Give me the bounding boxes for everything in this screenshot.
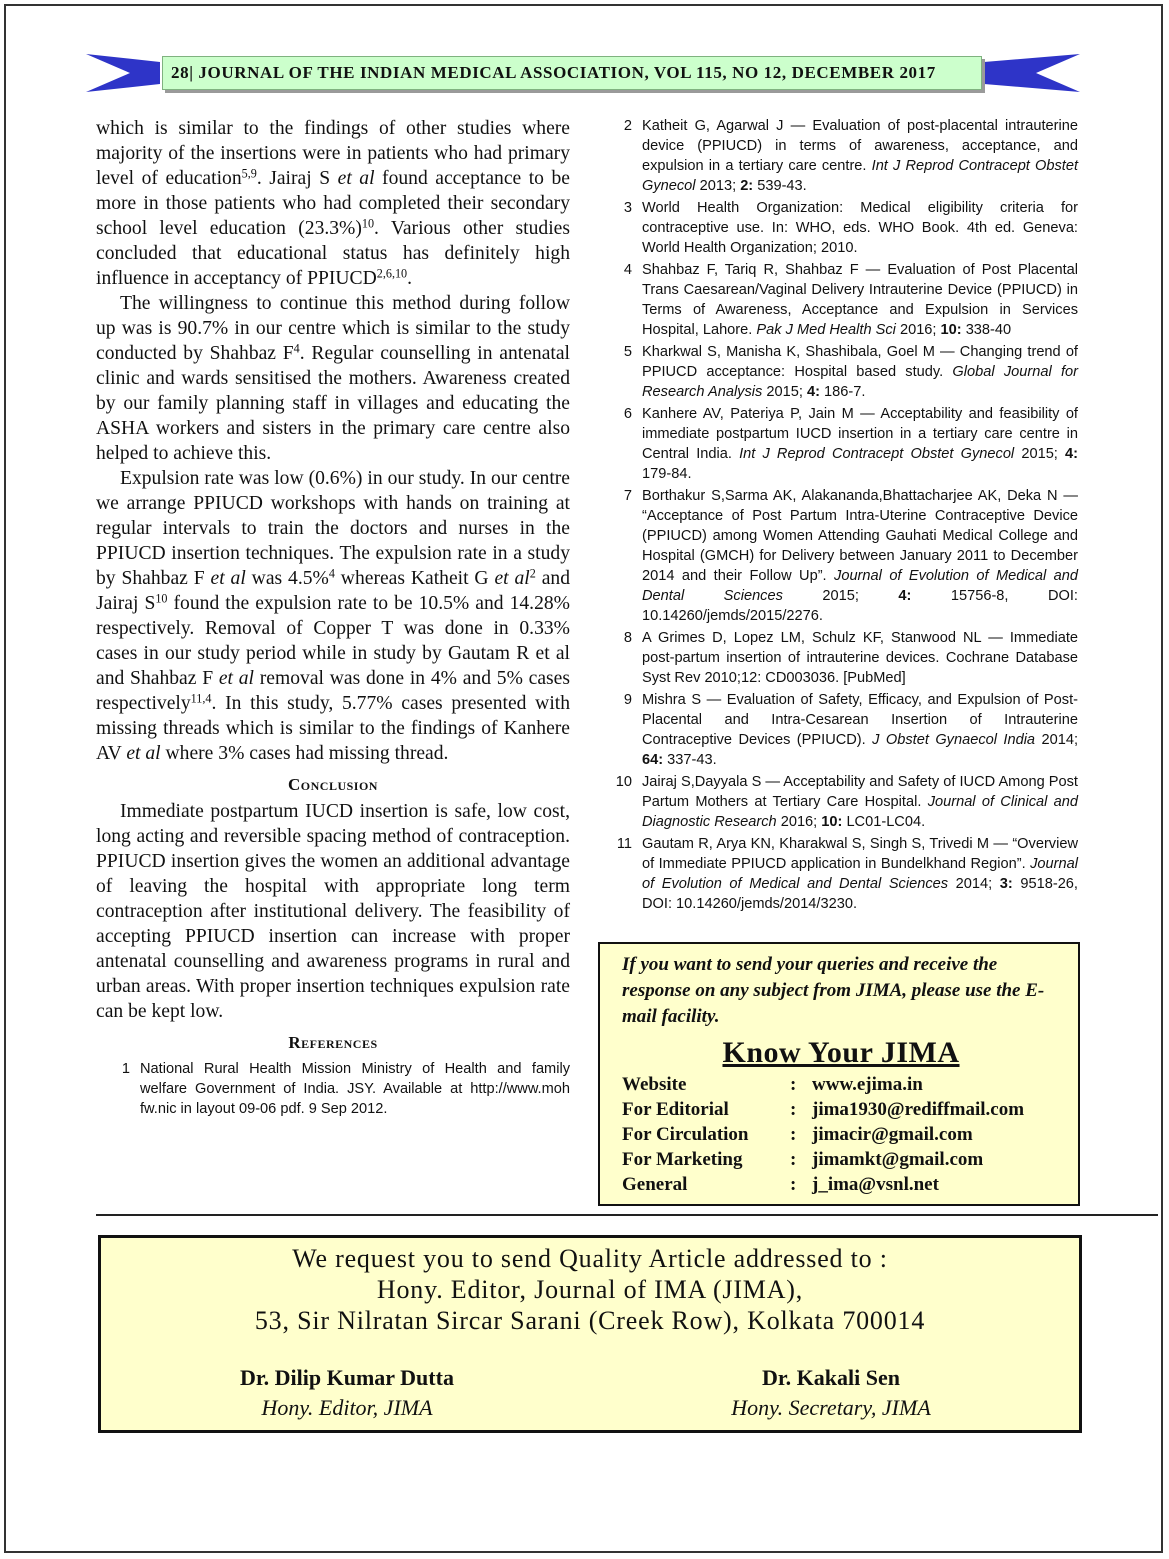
contact-email-link[interactable]: jimamkt@gmail.com [812, 1149, 984, 1170]
contact-colon: : [790, 1124, 797, 1145]
jima-contact-row [622, 1097, 1060, 1122]
secretary-title: Hony. Secretary, JIMA [731, 1395, 931, 1420]
editor-title: Hony. Editor, JIMA [261, 1395, 433, 1420]
right-arrow-shape [984, 54, 1080, 92]
conclusion-heading: Conclusion [288, 775, 378, 794]
reference-number: 1 [121, 1061, 130, 1077]
contact-label: For Editorial [622, 1099, 729, 1120]
jima-contact-row [622, 1122, 1060, 1147]
body-paragraph-2: The willingness to continue this method during follow up was is 90.7% in our centre which is similar to the study conducted by Shahbaz $F^4$. Regular counselling in antenatal clinic and wards sensitised the mothers. Awareness created by our family planning staff in villages and educating the ASHA workers and sisters in the primary care centre also helped to achieve this. [96, 293, 570, 464]
conclusion-paragraph: Immediate postpartum IUCD insertion is safe, low cost, long acting and reversible spacing method of contraception. PPIUCD insertion gives the women an additional advantage of leaving the hospital with appropriate long term contraception after institutional delivery. The feasibility of accepting PPIUCD insertion can increase with proper antenatal counselling and awareness programs in rural and urban areas. With proper insertion techniques expulsion rate can be kept low. [96, 801, 570, 1022]
contact-email-link[interactable]: jima1930@rediffmail.com [812, 1099, 1025, 1120]
left-column [96, 116, 570, 1119]
reference-number: 5 [623, 344, 632, 360]
body-paragraph-1: which is similar to the findings of other studies where majority of the insertions were in patients who had primary level of education$^{5,9}$. Jairaj S et al found acceptance to be more in those patients who had completed their secondary school level education $(23.3\%)^{10}$. Various other studies concluded that educational status has definitely high influence in acceptancy of PPIUCD$^{2,6,10}$. [96, 118, 570, 289]
reference-item: 7 Borthakur S,Sarma AK, Alakananda,Bhattacharjee AK, Deka N — “Acceptance of Post Partum Intra-Uterine Contraceptive Device (PPIUCD) among Women Attending Gauhati Medical College and Hospital (GMCH) for Delivery between January 2011 to December 2014 and their Follow Up”. Journal of Evolution of Medical and Dental Sciences 2015; 4: 15756-8, DOI: 10.14260/jemds/2015/2276. [598, 486, 1078, 626]
editor-name: Dr. Dilip Kumar Dutta [240, 1365, 454, 1390]
reference-number: 3 [623, 200, 632, 216]
contact-label: For Marketing [622, 1149, 743, 1170]
reference-list-right [598, 116, 1078, 916]
contact-colon: : [790, 1149, 797, 1170]
reference-number: 4 [623, 262, 632, 278]
reference-item: 10 Jairaj S,Dayyala S — Acceptability and Safety of IUCD Among Post Partum Mothers at Tertiary Care Hospital. Journal of Clinical and Diagnostic Research 2016; 10: LC01-LC04. [598, 772, 1078, 832]
address-line-2: Hony. Editor, Journal of IMA (JIMA), [376, 1275, 804, 1304]
reference-item: 8 A Grimes D, Lopez LM, Schulz KF, Stanwood NL — Immediate post-partum insertion of intrauterine devices. Cochrane Database Syst Rev 2010;12: CD003036. [PubMed] [598, 628, 1078, 688]
journal-header [0, 44, 1169, 104]
jima-title: Know Your JIMA [722, 1036, 960, 1069]
reference-number: 10 [615, 774, 632, 790]
references-heading: References [288, 1033, 378, 1052]
reference-number: 8 [623, 630, 632, 646]
contact-email-link[interactable]: j_ima@vsnl.net [812, 1174, 939, 1195]
contact-label: For Circulation [622, 1124, 749, 1145]
contact-colon: : [790, 1174, 797, 1195]
section-divider [96, 1214, 1158, 1216]
address-line-1: We request you to send Quality Article addressed to : [292, 1244, 888, 1273]
know-your-jima-box [598, 942, 1080, 1206]
reference-item: 4 Shahbaz F, Tariq R, Shahbaz F — Evaluation of Post Placental Trans Caesarean/Vaginal Delivery Intrauterine Device (PPIUCD) in Terms of Awareness, Acceptance and Expulsion in Services Hospital, Lahore. Pak J Med Health Sci 2016; 10: 338-40 [598, 260, 1078, 340]
contact-email-link[interactable]: jimacir@gmail.com [812, 1124, 973, 1145]
jima-intro-text: If you want to send your queries and receive the response on any subject from JIMA, please use the E-mail facility. [622, 954, 1045, 1027]
contact-label: Website [622, 1074, 687, 1095]
reference-number: 2 [623, 118, 632, 134]
secretary-name: Dr. Kakali Sen [762, 1365, 900, 1390]
header-text: 28| JOURNAL OF THE INDIAN MEDICAL ASSOCIATION, VOL 115, NO 12, DECEMBER 2017 [162, 56, 982, 90]
reference-item: 11 Gautam R, Arya KN, Kharakwal S, Singh S, Trivedi M — “Overview of Immediate PPIUCD application in Bundelkhand Region”. Journal of Evolution of Medical and Dental Sciences 2014; 3: 9518-26, DOI: 10.14260/jemds/2014/3230. [598, 834, 1078, 914]
jima-contact-row [622, 1172, 1060, 1197]
address-box [98, 1235, 1082, 1433]
reference-item: 9 Mishra S — Evaluation of Safety, Efficacy, and Expulsion of Post-Placental and Intra-Cesarean Insertion of Intrauterine Contraceptive Devices (PPIUCD). J Obstet Gynaecol India 2014; 64: 337-43. [598, 690, 1078, 770]
jima-contact-row [622, 1147, 1060, 1172]
reference-item: 1 National Rural Health Mission Ministry of Health and family welfare Government of India. JSY. Available at http://www.moh fw.nic in layout 09-06 pdf. 9 Sep 2012. [96, 1059, 570, 1119]
reference-number: 7 [623, 488, 632, 504]
reference-number: 6 [623, 406, 632, 422]
reference-item: 5 Kharkwal S, Manisha K, Shashibala, Goel M — Changing trend of PPIUCD acceptance: Hospital based study. Global Journal for Research Analysis 2015; 4: 186-7. [598, 342, 1078, 402]
reference-item: 3 World Health Organization: Medical eligibility criteria for contraceptive use. In: WHO, eds. WHO Book. 4th ed. Geneva: World Health Organization; 2010. [598, 198, 1078, 258]
jima-contact-row [622, 1072, 1060, 1097]
reference-list-left [96, 1059, 570, 1119]
reference-number: 11 [616, 836, 632, 852]
contact-label: General [622, 1174, 688, 1195]
reference-item: 6 Kanhere AV, Pateriya P, Jain M — Acceptability and feasibility of immediate postpartum IUCD insertion in a tertiary care centre in Central India. Int J Reprod Contracept Obstet Gynecol 2015; 4: 179-84. [598, 404, 1078, 484]
left-arrow-shape [86, 54, 160, 92]
contact-colon: : [790, 1099, 797, 1120]
address-line-3: 53, Sir Nilratan Sircar Sarani (Creek Row), Kolkata 700014 [254, 1306, 926, 1335]
body-paragraph-3: Expulsion rate was low (0.6%) in our study. In our centre we arrange PPIUCD workshops with hands on training at regular intervals to train the doctors and nurses in the PPIUCD insertion techniques. The expulsion rate in a study by Shahbaz F et al was 4.5%$^4$ whereas Katheit G et $al^2$ and Jairaj $S^{10}$ found the expulsion rate to be 10.5% and 14.28% respectively. Removal of Copper T was done in 0.33% cases in our study period while in study by Gautam R et al and Shahbaz F et al removal was done in 4% and 5% cases respectively$^{11,4}$. In this study, 5.77% cases presented with missing threads which is similar to the findings of Kanhere AV et al where 3% cases had missing thread. [96, 468, 570, 764]
reference-number: 9 [623, 692, 632, 708]
reference-item: 2 Katheit G, Agarwal J — Evaluation of post-placental intrauterine device (PPIUCD) in terms of awareness, acceptance, and expulsion in a tertiary care centre. Int J Reprod Contracept Obstet Gynecol 2013; 2: 539-43. [598, 116, 1078, 196]
editor-signature [137, 1365, 557, 1421]
secretary-signature [621, 1365, 1041, 1421]
contact-colon: : [790, 1074, 797, 1095]
contact-website-link[interactable]: www.ejima.in [812, 1074, 923, 1095]
